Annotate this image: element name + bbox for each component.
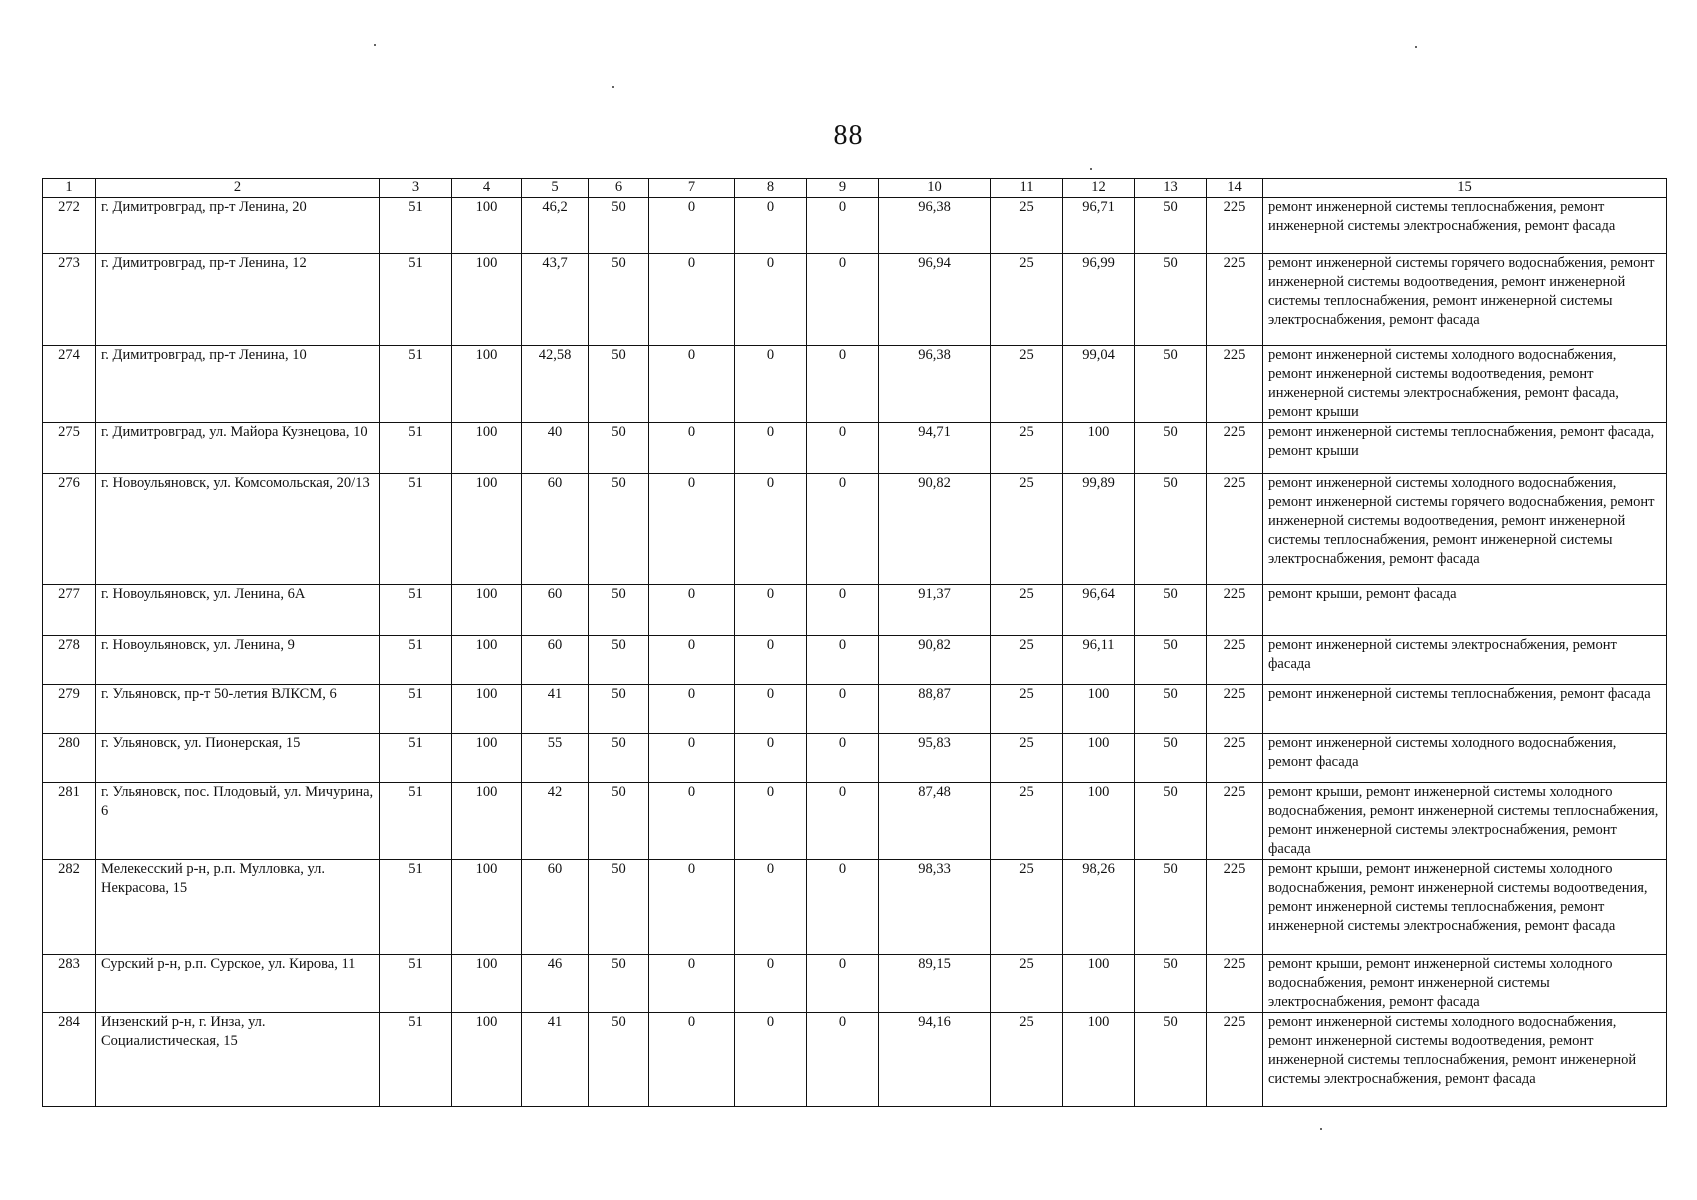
col12-cell: 98,26 [1063, 860, 1135, 955]
col12-cell: 100 [1063, 685, 1135, 734]
col12-cell: 100 [1063, 1013, 1135, 1107]
address-cell: г. Димитровград, пр-т Ленина, 12 [96, 254, 380, 346]
col14-cell: 225 [1207, 585, 1263, 636]
col8-cell: 0 [735, 474, 807, 585]
col10-cell: 96,38 [879, 198, 991, 254]
col4-cell: 100 [452, 955, 522, 1013]
col6-cell: 50 [589, 636, 649, 685]
row-number: 282 [43, 860, 96, 955]
scan-speck [374, 44, 376, 46]
col5-cell: 42,58 [522, 346, 589, 423]
col8-cell: 0 [735, 585, 807, 636]
row-number: 276 [43, 474, 96, 585]
scan-speck [1415, 46, 1417, 48]
repair-works-cell: ремонт крыши, ремонт инженерной системы холодного водоснабжения, ремонт инженерной системы теплоснабжения, ремонт инженерной системы электроснабжения, ремонт фасада [1263, 783, 1667, 860]
repair-works-cell: ремонт инженерной системы холодного водоснабжения, ремонт инженерной системы горячего водоснабжения, ремонт инженерной системы водоотведения, ремонт инженерной системы теплоснабжения, ремонт инженерной системы электроснабжения, ремонт фасада [1263, 474, 1667, 585]
table-row [43, 685, 1667, 734]
col14-cell: 225 [1207, 955, 1263, 1013]
column-header-1: 1 [43, 179, 96, 198]
col13-cell: 50 [1135, 783, 1207, 860]
column-header-12: 12 [1063, 179, 1135, 198]
col13-cell: 50 [1135, 734, 1207, 783]
col14-cell: 225 [1207, 636, 1263, 685]
address-cell: г. Новоульяновск, ул. Ленина, 9 [96, 636, 380, 685]
table-row [43, 585, 1667, 636]
col8-cell: 0 [735, 254, 807, 346]
address-cell: г. Димитровград, ул. Майора Кузнецова, 10 [96, 423, 380, 474]
col13-cell: 50 [1135, 685, 1207, 734]
col5-cell: 42 [522, 783, 589, 860]
col3-cell: 51 [380, 585, 452, 636]
col12-cell: 99,89 [1063, 474, 1135, 585]
col11-cell: 25 [991, 585, 1063, 636]
col10-cell: 90,82 [879, 636, 991, 685]
col11-cell: 25 [991, 685, 1063, 734]
col9-cell: 0 [807, 783, 879, 860]
col13-cell: 50 [1135, 474, 1207, 585]
col3-cell: 51 [380, 254, 452, 346]
col4-cell: 100 [452, 685, 522, 734]
col8-cell: 0 [735, 955, 807, 1013]
col13-cell: 50 [1135, 955, 1207, 1013]
col4-cell: 100 [452, 474, 522, 585]
col6-cell: 50 [589, 198, 649, 254]
address-cell: Инзенский р-н, г. Инза, ул. Социалистическая, 15 [96, 1013, 380, 1107]
col14-cell: 225 [1207, 734, 1263, 783]
col7-cell: 0 [649, 685, 735, 734]
col4-cell: 100 [452, 860, 522, 955]
repair-works-cell: ремонт крыши, ремонт инженерной системы холодного водоснабжения, ремонт инженерной системы водоотведения, ремонт инженерной системы теплоснабжения, ремонт инженерной системы электроснабжения, ремонт фасада [1263, 860, 1667, 955]
col7-cell: 0 [649, 636, 735, 685]
col10-cell: 91,37 [879, 585, 991, 636]
col13-cell: 50 [1135, 636, 1207, 685]
col6-cell: 50 [589, 1013, 649, 1107]
col5-cell: 46,2 [522, 198, 589, 254]
column-header-5: 5 [522, 179, 589, 198]
address-cell: Сурский р-н, р.п. Сурское, ул. Кирова, 11 [96, 955, 380, 1013]
table-row [43, 423, 1667, 474]
col4-cell: 100 [452, 585, 522, 636]
col9-cell: 0 [807, 636, 879, 685]
col13-cell: 50 [1135, 423, 1207, 474]
col4-cell: 100 [452, 783, 522, 860]
col7-cell: 0 [649, 423, 735, 474]
column-number-row [43, 179, 1667, 198]
col11-cell: 25 [991, 734, 1063, 783]
col8-cell: 0 [735, 1013, 807, 1107]
col14-cell: 225 [1207, 1013, 1263, 1107]
column-header-13: 13 [1135, 179, 1207, 198]
col8-cell: 0 [735, 346, 807, 423]
col4-cell: 100 [452, 254, 522, 346]
col14-cell: 225 [1207, 423, 1263, 474]
col9-cell: 0 [807, 198, 879, 254]
table-row [43, 860, 1667, 955]
col7-cell: 0 [649, 346, 735, 423]
col3-cell: 51 [380, 685, 452, 734]
col4-cell: 100 [452, 636, 522, 685]
col6-cell: 50 [589, 423, 649, 474]
repair-works-cell: ремонт инженерной системы горячего водоснабжения, ремонт инженерной системы водоотведения, ремонт инженерной системы теплоснабжения, ремонт инженерной системы электроснабжения, ремонт фасада [1263, 254, 1667, 346]
col4-cell: 100 [452, 198, 522, 254]
col7-cell: 0 [649, 1013, 735, 1107]
page-number: 88 [833, 120, 864, 151]
address-cell: г. Ульяновск, пр-т 50-летия ВЛКСМ, 6 [96, 685, 380, 734]
col10-cell: 88,87 [879, 685, 991, 734]
col14-cell: 225 [1207, 198, 1263, 254]
col13-cell: 50 [1135, 254, 1207, 346]
col7-cell: 0 [649, 585, 735, 636]
repair-works-cell: ремонт инженерной системы холодного водоснабжения, ремонт фасада [1263, 734, 1667, 783]
col12-cell: 96,71 [1063, 198, 1135, 254]
col6-cell: 50 [589, 734, 649, 783]
col6-cell: 50 [589, 346, 649, 423]
col11-cell: 25 [991, 860, 1063, 955]
col10-cell: 96,38 [879, 346, 991, 423]
table-row [43, 198, 1667, 254]
table-row [43, 783, 1667, 860]
col3-cell: 51 [380, 346, 452, 423]
col7-cell: 0 [649, 198, 735, 254]
col5-cell: 41 [522, 1013, 589, 1107]
repair-works-cell: ремонт инженерной системы теплоснабжения, ремонт инженерной системы электроснабжения, ремонт фасада [1263, 198, 1667, 254]
table-row [43, 955, 1667, 1013]
table-body [43, 198, 1667, 1107]
col9-cell: 0 [807, 254, 879, 346]
col14-cell: 225 [1207, 860, 1263, 955]
row-number: 275 [43, 423, 96, 474]
col3-cell: 51 [380, 198, 452, 254]
col12-cell: 100 [1063, 734, 1135, 783]
row-number: 277 [43, 585, 96, 636]
col10-cell: 98,33 [879, 860, 991, 955]
table-row [43, 346, 1667, 423]
col11-cell: 25 [991, 346, 1063, 423]
row-number: 281 [43, 783, 96, 860]
address-cell: г. Димитровград, пр-т Ленина, 10 [96, 346, 380, 423]
col4-cell: 100 [452, 734, 522, 783]
scan-speck [1320, 1128, 1322, 1130]
col11-cell: 25 [991, 254, 1063, 346]
col3-cell: 51 [380, 860, 452, 955]
row-number: 284 [43, 1013, 96, 1107]
col5-cell: 46 [522, 955, 589, 1013]
scan-speck [612, 86, 614, 88]
col5-cell: 60 [522, 636, 589, 685]
address-cell: Мелекесский р-н, р.п. Мулловка, ул. Некрасова, 15 [96, 860, 380, 955]
col3-cell: 51 [380, 636, 452, 685]
col14-cell: 225 [1207, 474, 1263, 585]
row-number: 278 [43, 636, 96, 685]
repair-works-cell: ремонт инженерной системы теплоснабжения, ремонт фасада, ремонт крыши [1263, 423, 1667, 474]
col11-cell: 25 [991, 955, 1063, 1013]
col6-cell: 50 [589, 685, 649, 734]
column-header-8: 8 [735, 179, 807, 198]
col5-cell: 43,7 [522, 254, 589, 346]
column-header-2: 2 [96, 179, 380, 198]
col13-cell: 50 [1135, 585, 1207, 636]
repair-works-cell: ремонт инженерной системы теплоснабжения, ремонт фасада [1263, 685, 1667, 734]
col11-cell: 25 [991, 1013, 1063, 1107]
col3-cell: 51 [380, 734, 452, 783]
col9-cell: 0 [807, 474, 879, 585]
row-number: 283 [43, 955, 96, 1013]
col5-cell: 60 [522, 585, 589, 636]
col12-cell: 99,04 [1063, 346, 1135, 423]
col10-cell: 87,48 [879, 783, 991, 860]
row-number: 274 [43, 346, 96, 423]
col7-cell: 0 [649, 734, 735, 783]
col10-cell: 94,16 [879, 1013, 991, 1107]
col14-cell: 225 [1207, 783, 1263, 860]
col10-cell: 96,94 [879, 254, 991, 346]
address-cell: г. Ульяновск, ул. Пионерская, 15 [96, 734, 380, 783]
col13-cell: 50 [1135, 346, 1207, 423]
col3-cell: 51 [380, 474, 452, 585]
col9-cell: 0 [807, 734, 879, 783]
table-row [43, 254, 1667, 346]
col8-cell: 0 [735, 783, 807, 860]
col12-cell: 100 [1063, 955, 1135, 1013]
column-header-3: 3 [380, 179, 452, 198]
col13-cell: 50 [1135, 1013, 1207, 1107]
table-row [43, 734, 1667, 783]
col3-cell: 51 [380, 423, 452, 474]
table-row [43, 636, 1667, 685]
repair-works-cell: ремонт инженерной системы электроснабжения, ремонт фасада [1263, 636, 1667, 685]
col4-cell: 100 [452, 423, 522, 474]
scan-speck [1090, 168, 1092, 170]
col9-cell: 0 [807, 685, 879, 734]
col5-cell: 60 [522, 860, 589, 955]
address-cell: г. Новоульяновск, ул. Ленина, 6А [96, 585, 380, 636]
repair-works-cell: ремонт крыши, ремонт фасада [1263, 585, 1667, 636]
col10-cell: 94,71 [879, 423, 991, 474]
col7-cell: 0 [649, 474, 735, 585]
col11-cell: 25 [991, 474, 1063, 585]
col11-cell: 25 [991, 783, 1063, 860]
col12-cell: 96,64 [1063, 585, 1135, 636]
col12-cell: 100 [1063, 423, 1135, 474]
col7-cell: 0 [649, 955, 735, 1013]
col11-cell: 25 [991, 198, 1063, 254]
col14-cell: 225 [1207, 346, 1263, 423]
col3-cell: 51 [380, 783, 452, 860]
col10-cell: 95,83 [879, 734, 991, 783]
col9-cell: 0 [807, 585, 879, 636]
col8-cell: 0 [735, 636, 807, 685]
col5-cell: 60 [522, 474, 589, 585]
col6-cell: 50 [589, 585, 649, 636]
col14-cell: 225 [1207, 685, 1263, 734]
address-cell: г. Димитровград, пр-т Ленина, 20 [96, 198, 380, 254]
col11-cell: 25 [991, 636, 1063, 685]
column-header-10: 10 [879, 179, 991, 198]
col9-cell: 0 [807, 346, 879, 423]
col3-cell: 51 [380, 955, 452, 1013]
row-number: 273 [43, 254, 96, 346]
table-row [43, 474, 1667, 585]
col10-cell: 90,82 [879, 474, 991, 585]
repair-works-cell: ремонт инженерной системы холодного водоснабжения, ремонт инженерной системы водоотведения, ремонт инженерной системы электроснабжения, ремонт фасада, ремонт крыши [1263, 346, 1667, 423]
col6-cell: 50 [589, 955, 649, 1013]
col8-cell: 0 [735, 423, 807, 474]
col11-cell: 25 [991, 423, 1063, 474]
row-number: 272 [43, 198, 96, 254]
column-header-7: 7 [649, 179, 735, 198]
col5-cell: 40 [522, 423, 589, 474]
col6-cell: 50 [589, 254, 649, 346]
col9-cell: 0 [807, 955, 879, 1013]
column-header-15: 15 [1263, 179, 1667, 198]
col4-cell: 100 [452, 1013, 522, 1107]
col6-cell: 50 [589, 474, 649, 585]
address-cell: г. Ульяновск, пос. Плодовый, ул. Мичурина, 6 [96, 783, 380, 860]
repair-works-cell: ремонт инженерной системы холодного водоснабжения, ремонт инженерной системы водоотведения, ремонт инженерной системы теплоснабжения, ремонт инженерной системы электроснабжения, ремонт фасада [1263, 1013, 1667, 1107]
col13-cell: 50 [1135, 860, 1207, 955]
col9-cell: 0 [807, 423, 879, 474]
col10-cell: 89,15 [879, 955, 991, 1013]
col12-cell: 96,11 [1063, 636, 1135, 685]
col9-cell: 0 [807, 1013, 879, 1107]
col5-cell: 55 [522, 734, 589, 783]
repair-works-cell: ремонт крыши, ремонт инженерной системы холодного водоснабжения, ремонт инженерной системы электроснабжения, ремонт фасада [1263, 955, 1667, 1013]
col5-cell: 41 [522, 685, 589, 734]
col4-cell: 100 [452, 346, 522, 423]
column-header-9: 9 [807, 179, 879, 198]
col8-cell: 0 [735, 198, 807, 254]
col14-cell: 225 [1207, 254, 1263, 346]
col12-cell: 100 [1063, 783, 1135, 860]
housing-repair-table [42, 178, 1667, 1107]
col3-cell: 51 [380, 1013, 452, 1107]
table-row [43, 1013, 1667, 1107]
column-header-11: 11 [991, 179, 1063, 198]
col9-cell: 0 [807, 860, 879, 955]
column-header-14: 14 [1207, 179, 1263, 198]
col6-cell: 50 [589, 783, 649, 860]
col12-cell: 96,99 [1063, 254, 1135, 346]
col7-cell: 0 [649, 860, 735, 955]
col7-cell: 0 [649, 783, 735, 860]
row-number: 280 [43, 734, 96, 783]
column-header-6: 6 [589, 179, 649, 198]
row-number: 279 [43, 685, 96, 734]
col8-cell: 0 [735, 734, 807, 783]
column-header-4: 4 [452, 179, 522, 198]
col13-cell: 50 [1135, 198, 1207, 254]
col8-cell: 0 [735, 860, 807, 955]
address-cell: г. Новоульяновск, ул. Комсомольская, 20/13 [96, 474, 380, 585]
col7-cell: 0 [649, 254, 735, 346]
col6-cell: 50 [589, 860, 649, 955]
col8-cell: 0 [735, 685, 807, 734]
